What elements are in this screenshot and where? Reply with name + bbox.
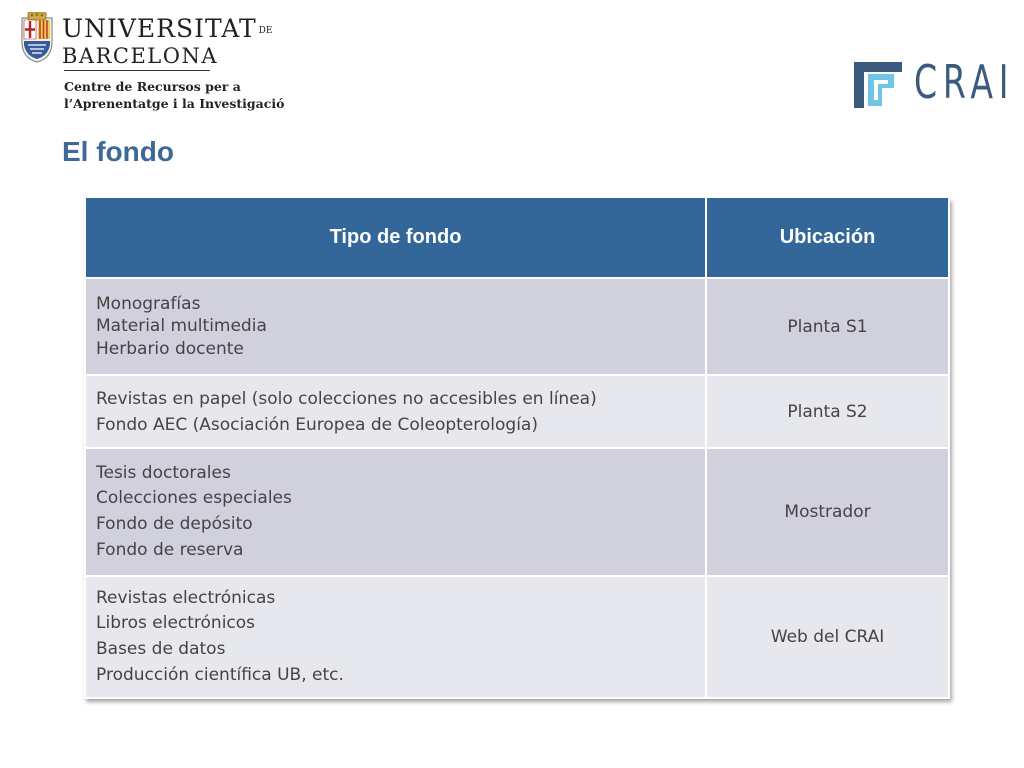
crai-mark-icon <box>854 60 902 108</box>
logo-divider <box>64 70 210 71</box>
fondo-item: Monografías <box>96 293 201 314</box>
university-name-line1: UNIVERSITAT <box>62 14 257 43</box>
location-cell: Planta S1 <box>706 278 949 375</box>
university-subtitle-line1: Centre de Recursos per a <box>64 79 241 94</box>
fondo-item: Bases de datos <box>96 639 226 659</box>
fondo-item: Fondo de depósito <box>96 514 253 534</box>
fondo-item: Tesis doctorales <box>96 462 231 483</box>
fondo-types-cell <box>85 375 706 448</box>
fondo-types-cell <box>85 278 706 375</box>
header-ubicacion: Ubicación <box>706 198 949 278</box>
fondo-item: Revistas electrónicas <box>96 587 276 608</box>
location-cell: Mostrador <box>706 448 949 576</box>
university-name-line2: BARCELONA <box>62 44 219 68</box>
fondo-item: Herbario docente <box>96 338 244 359</box>
crai-wordmark: CRAI <box>914 55 1015 109</box>
university-name-de: DE <box>258 26 273 36</box>
fondo-item: Colecciones especiales <box>96 488 292 509</box>
fondo-item: Fondo AEC (Asociación Europea de Coleopterología) <box>96 414 538 435</box>
fondo-item: Libros electrónicos <box>96 613 256 634</box>
location-cell: Web del CRAI <box>706 576 949 698</box>
fondo-item: Revistas en papel (solo colecciones no accesibles en línea) <box>96 388 597 409</box>
fondo-item: Producción científica UB, etc. <box>96 664 344 685</box>
fondo-item: Material multimedia <box>96 316 267 337</box>
table-row <box>85 576 949 698</box>
university-logo <box>20 12 290 112</box>
table-header-row <box>85 198 949 278</box>
university-seal-icon <box>20 12 54 64</box>
university-subtitle-line2: l’Aprenentatge i la Investigació <box>64 96 285 111</box>
table-row <box>85 375 949 448</box>
table-row <box>85 448 949 576</box>
fondo-item: Fondo de reserva <box>96 539 244 560</box>
fondo-types-cell <box>85 448 706 576</box>
header-tipo-de-fondo: Tipo de fondo <box>85 198 706 278</box>
crai-logo <box>854 55 1015 109</box>
page-title: El fondo <box>62 136 174 167</box>
fondo-types-cell <box>85 576 706 698</box>
location-cell: Planta S2 <box>706 375 949 448</box>
table-row <box>85 278 949 375</box>
fondo-table <box>84 198 950 699</box>
